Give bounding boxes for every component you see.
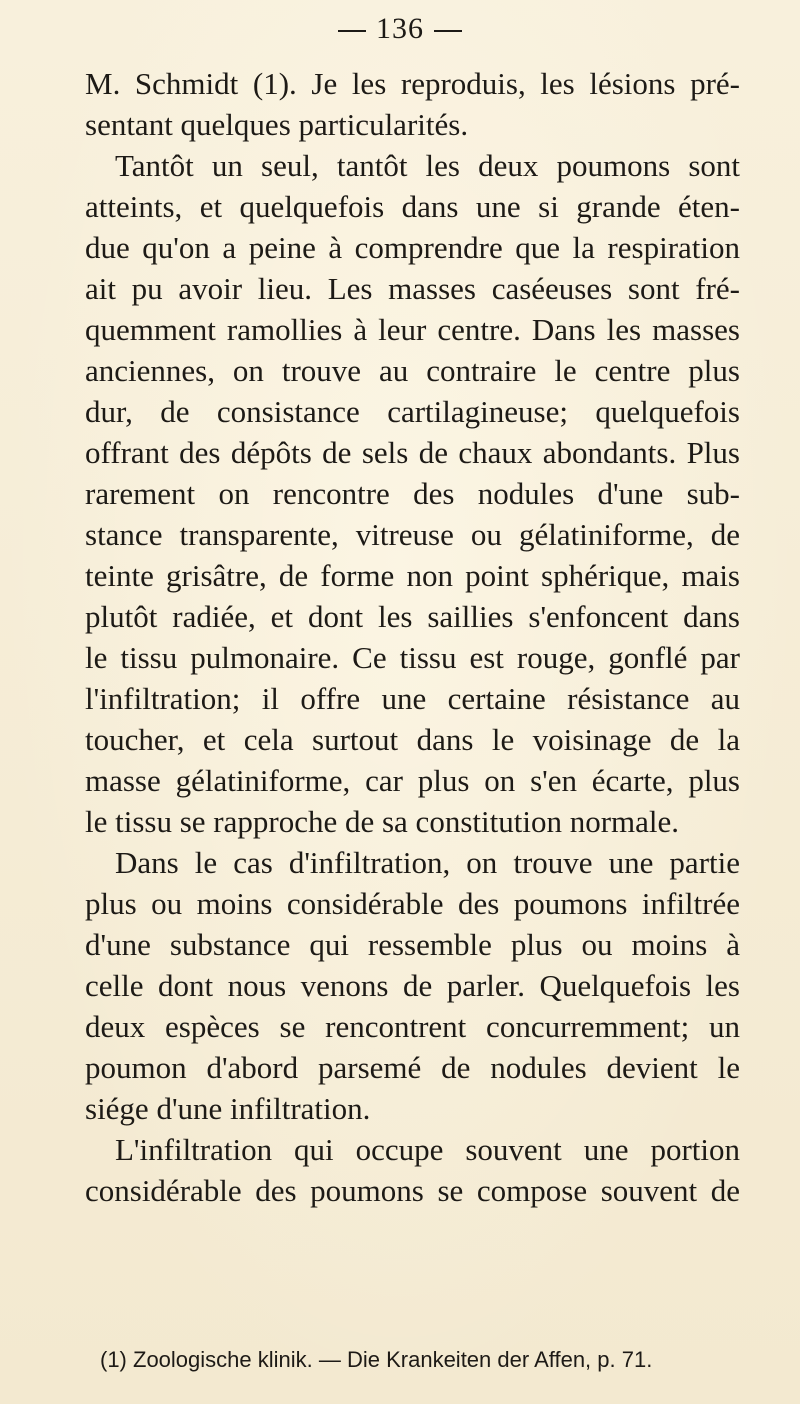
text-line: toucher, et cela surtout dans le voisinage de la	[85, 722, 740, 757]
header-dash-right	[434, 30, 462, 32]
footnote: (1) Zoologische klinik. — Die Krankeiten der Affen, p. 71.	[100, 1347, 653, 1372]
header-dash-left	[338, 30, 366, 32]
text-line: offrant des dépôts de sels de chaux abondants. Plus	[85, 435, 740, 470]
text-line: le tissu pulmonaire. Ce tissu est rouge, gonflé par	[85, 640, 740, 675]
text-line: d'une substance qui ressemble plus ou moins à	[85, 927, 740, 962]
text-line: stance transparente, vitreuse ou gélatiniforme, de	[85, 517, 740, 552]
text-line: masse gélatiniforme, car plus on s'en écarte, plus	[85, 763, 740, 798]
text-line: Dans le cas d'infiltration, on trouve une partie	[115, 845, 740, 880]
body-text	[85, 63, 740, 1211]
page-header	[0, 12, 800, 46]
text-line: ait pu avoir lieu. Les masses caséeuses sont fré-	[85, 271, 740, 306]
text-line: anciennes, on trouve au contraire le centre plus	[85, 353, 740, 388]
text-line: celle dont nous venons de parler. Quelquefois les	[85, 968, 740, 1003]
text-line: plus ou moins considérable des poumons infiltrée	[85, 886, 740, 921]
text-line: deux espèces se rencontrent concurremment; un	[85, 1009, 740, 1044]
text-line: L'infiltration qui occupe souvent une portion	[115, 1132, 740, 1167]
text-line: teinte grisâtre, de forme non point sphérique, mais	[85, 558, 740, 593]
text-line: poumon d'abord parsemé de nodules devient le	[85, 1050, 740, 1085]
text-line: Tantôt un seul, tantôt les deux poumons sont	[115, 148, 740, 183]
text-line: quemment ramollies à leur centre. Dans les masses	[85, 312, 740, 347]
text-line: plutôt radiée, et dont les saillies s'enfoncent dans	[85, 599, 740, 634]
text-line: atteints, et quelquefois dans une si grande éten-	[85, 189, 740, 224]
text-line: considérable des poumons se compose souvent de	[85, 1173, 740, 1208]
text-line: due qu'on a peine à comprendre que la respiration	[85, 230, 740, 265]
text-line: sentant quelques particularités.	[85, 107, 469, 142]
page-number: 136	[376, 12, 424, 45]
text-line: M. Schmidt (1). Je les reproduis, les lésions pré-	[85, 66, 740, 101]
text-line: rarement on rencontre des nodules d'une sub-	[85, 476, 740, 511]
text-line: l'infiltration; il offre une certaine résistance au	[85, 681, 740, 716]
text-line: siége d'une infiltration.	[85, 1091, 371, 1126]
text-line: dur, de consistance cartilagineuse; quelquefois	[85, 394, 740, 429]
text-line: le tissu se rapproche de sa constitution normale.	[85, 804, 680, 839]
